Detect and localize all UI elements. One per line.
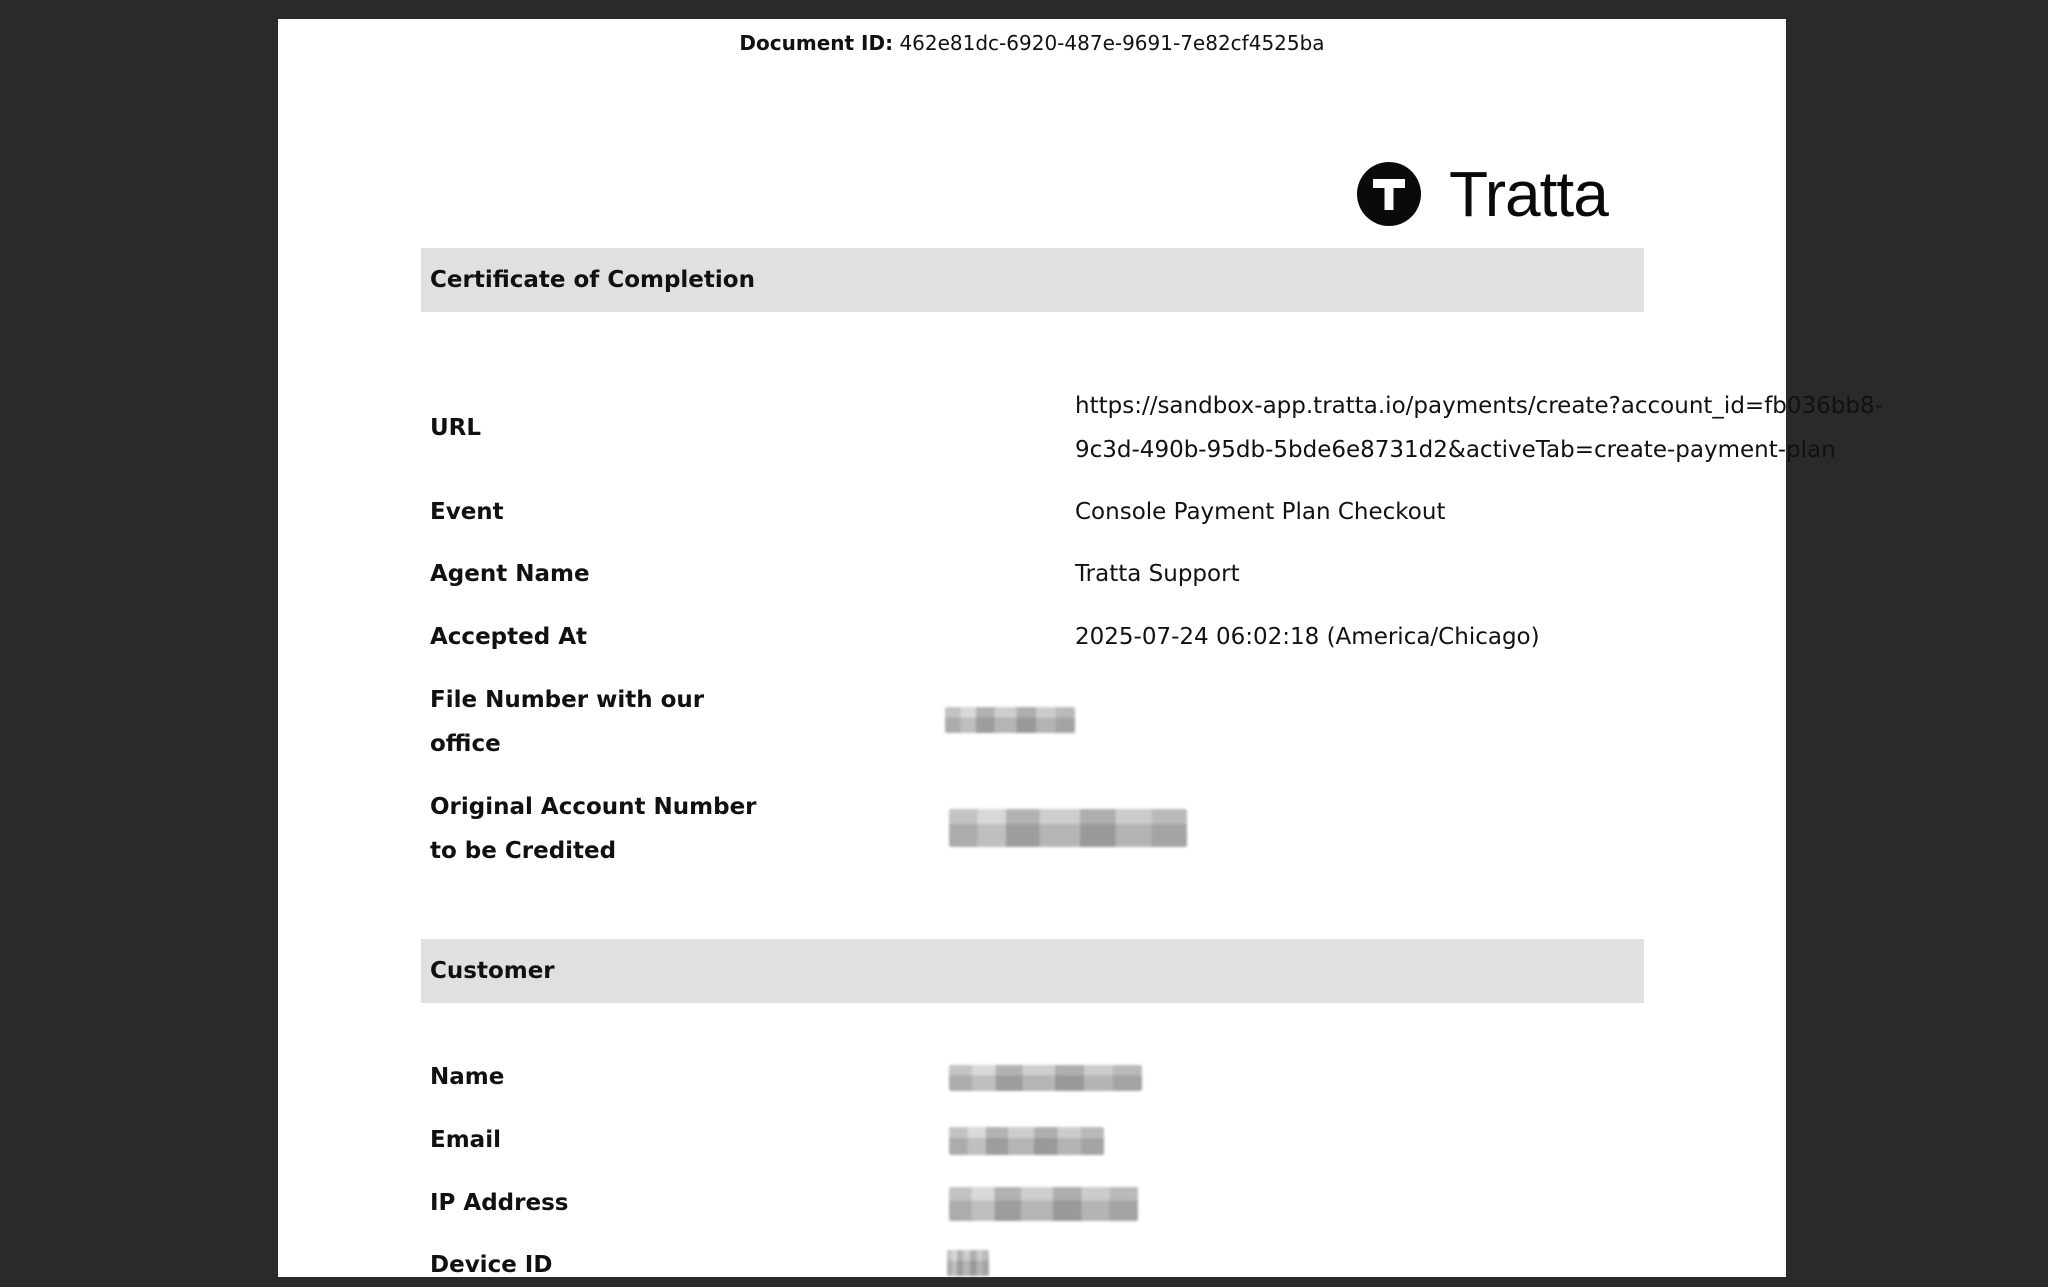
url-value-line1: https://sandbox-app.tratta.io/payments/create?account_id=fb036bb8- <box>1075 393 1883 419</box>
event-label: Event <box>430 499 504 525</box>
agent-name-label: Agent Name <box>430 561 590 587</box>
url-label: URL <box>430 415 482 441</box>
device-id-label: Device ID <box>430 1252 553 1278</box>
ip-address-label: IP Address <box>430 1190 569 1216</box>
document-id-label: Document ID: <box>739 31 894 55</box>
accepted-at-value: 2025-07-24 06:02:18 (America/Chicago) <box>1075 624 1540 650</box>
customer-heading: Customer <box>430 958 555 984</box>
tratta-logo-icon <box>1357 162 1421 226</box>
document-id <box>278 31 1786 55</box>
redacted-device-id <box>947 1250 989 1276</box>
brand-wordmark: Tratta <box>1449 158 1608 230</box>
original-account-label-line1: Original Account Number <box>430 794 757 820</box>
file-number-label-line1: File Number with our <box>430 687 705 713</box>
redacted-customer-name <box>949 1065 1142 1091</box>
customer-section-header <box>421 939 1644 1003</box>
accepted-at-label: Accepted At <box>430 624 587 650</box>
redacted-file-number <box>945 707 1075 733</box>
document-id-value: 462e81dc-6920-487e-9691-7e82cf4525ba <box>899 31 1325 55</box>
original-account-label-line2: to be Credited <box>430 838 617 864</box>
document-page <box>278 19 1883 1278</box>
certificate-heading: Certificate of Completion <box>430 267 755 293</box>
redacted-ip-address <box>949 1187 1138 1221</box>
redacted-customer-email <box>949 1127 1104 1155</box>
redacted-account-number <box>949 809 1187 847</box>
certificate-section-header <box>421 248 1644 312</box>
agent-name-value: Tratta Support <box>1075 561 1240 587</box>
event-value: Console Payment Plan Checkout <box>1075 499 1446 525</box>
file-number-label-line2: office <box>430 731 501 757</box>
brand-logo <box>1357 158 1608 230</box>
customer-name-label: Name <box>430 1064 505 1090</box>
customer-email-label: Email <box>430 1127 501 1153</box>
url-value-line2: 9c3d-490b-95db-5bde6e8731d2&activeTab=create-payment-plan <box>1075 437 1836 463</box>
